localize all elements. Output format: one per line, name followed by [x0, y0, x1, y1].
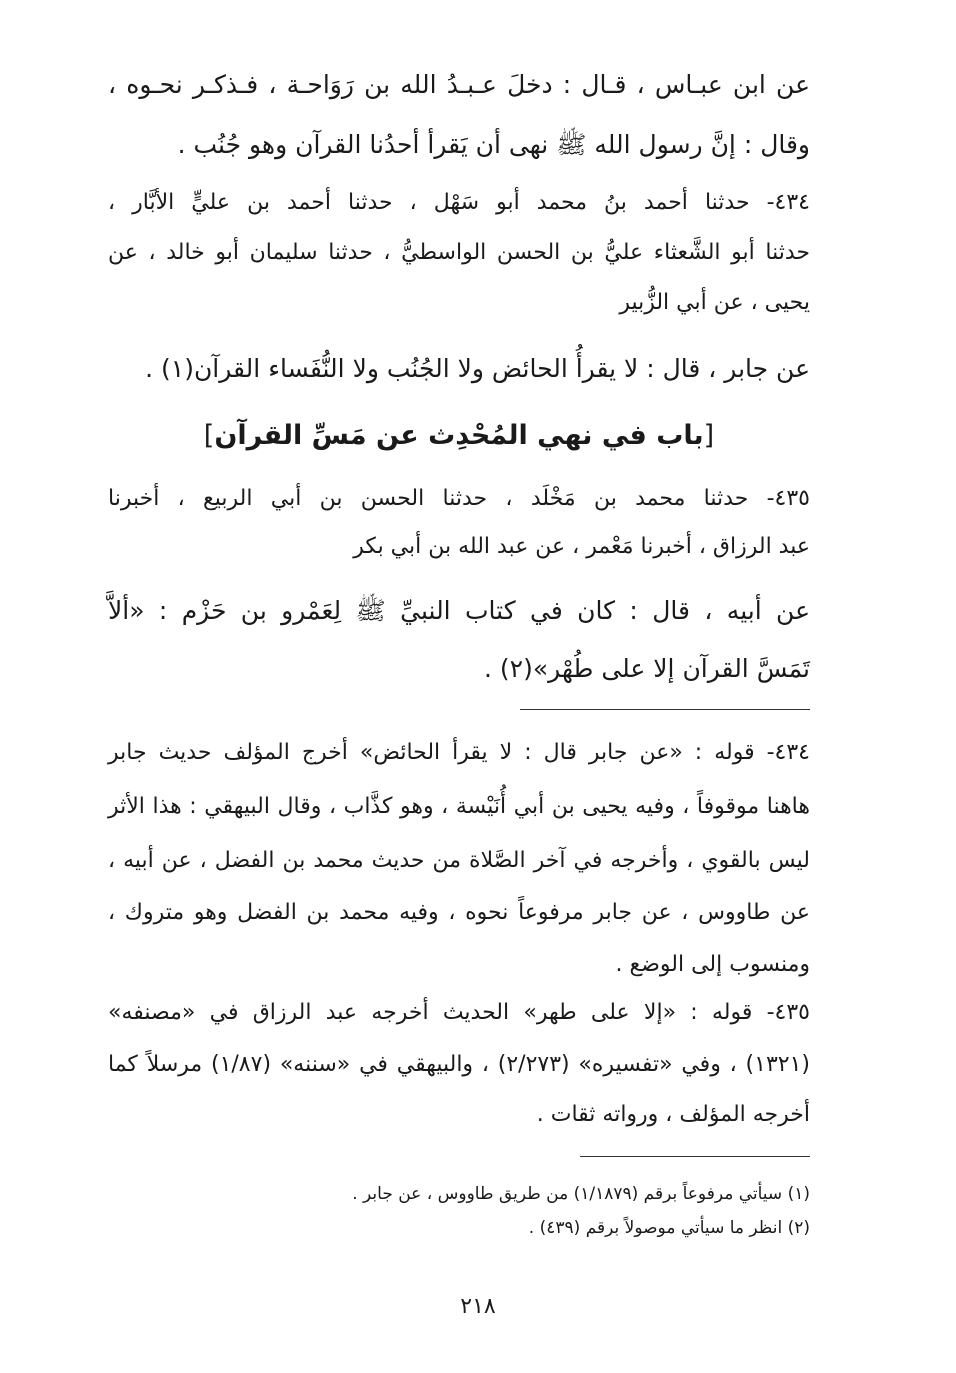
footnote-1: (١) سيأتي مرفوعاً برقم (١/١٨٧٩) من طريق طاووس ، عن جابر .: [352, 1184, 810, 1204]
main-text-separator: [520, 709, 810, 710]
commentary-434-line-2: هاهنا موقوفاً ، وفيه يحيى بن أبي أُنَيْسة ، وهو كذَّاب ، وقال البيهقي : هذا الأثر: [108, 794, 810, 819]
footnote-separator: [580, 1156, 810, 1157]
hadith-435-matn-line-1: عن أبيه ، قال : كان في كتاب النبيِّ ﷺ لِعَمْرو بن حَزْم : «ألاَّ: [108, 596, 810, 625]
chapter-heading: [108, 422, 810, 449]
hadith-433-matn-line-2: وقال : إنَّ رسول الله ﷺ نهى أن يَقرأ أحدُنا القرآن وهو جُنُب .: [177, 130, 810, 159]
commentary-434-line-3: ليس بالقوي ، وأخرجه في آخر الصَّلاة من حديث محمد بن الفضل ، عن أبيه ،: [108, 848, 810, 873]
page-number: ٢١٨: [460, 1294, 496, 1319]
commentary-435-line-2: (١٣٢١) ، وفي «تفسيره» (٢/٢٧٣) ، والبيهقي في «سننه» (١/٨٧) مرسلاً كما: [108, 1052, 810, 1077]
commentary-435-line-3: أخرجه المؤلف ، ورواته ثقات .: [536, 1102, 810, 1127]
heading-title: باب في نهي المُحْدِث عن مَسِّ القرآن: [214, 420, 704, 451]
commentary-434-line-5: ومنسوب إلى الوضع .: [615, 952, 810, 977]
hadith-434-matn: عن جابر ، قال : لا يقرأُ الحائض ولا الجُنُب ولا النُّفَساء القرآن(١) .: [145, 354, 810, 383]
footnote-2: (٢) انظر ما سيأتي موصولاً برقم (٤٣٩) .: [528, 1218, 810, 1238]
heading-bracket-open: [: [703, 420, 715, 451]
hadith-434-isnad-line-3: يحيى ، عن أبي الزُّبير: [619, 290, 810, 315]
hadith-435-isnad-line-2: عبد الرزاق ، أخبرنا مَعْمر ، عن عبد الله بن أبي بكر: [353, 534, 810, 559]
commentary-434-line-1: ٤٣٤- قوله : «عن جابر قال : لا يقرأ الحائض» أخرج المؤلف حديث جابر: [108, 740, 810, 765]
commentary-434-line-4: عن طاووس ، عن جابر مرفوعاً نحوه ، وفيه محمد بن الفضل وهو متروك ،: [108, 900, 810, 925]
hadith-434-isnad-line-2: حدثنا أبو الشَّعثاء عليُّ بن الحسن الواسطيُّ ، حدثنا سليمان أبو خالد ، عن: [108, 240, 810, 265]
hadith-435-isnad-line-1: ٤٣٥- حدثنا محمد بن مَخْلَد ، حدثنا الحسن بن أبي الربيع ، أخبرنا: [108, 486, 810, 511]
heading-bracket-close: ]: [203, 420, 215, 451]
commentary-435-line-1: ٤٣٥- قوله : «إلا على طهر» الحديث أخرجه عبد الرزاق في «مصنفه»: [108, 1000, 810, 1025]
hadith-435-matn-line-2: تَمَسَّ القرآن إلا على طُهْر»(٢) .: [484, 654, 810, 683]
hadith-434-isnad-line-1: ٤٣٤- حدثنا أحمد بنُ محمد أبو سَهْل ، حدثنا أحمد بن عليٍّ الأبَّار ،: [108, 190, 810, 215]
hadith-433-matn-line-1: عن ابن عبـاس ، قـال : دخلَ عـبـدُ الله بن رَوَاحـة ، فـذكـر نحـوه ،: [108, 70, 810, 99]
